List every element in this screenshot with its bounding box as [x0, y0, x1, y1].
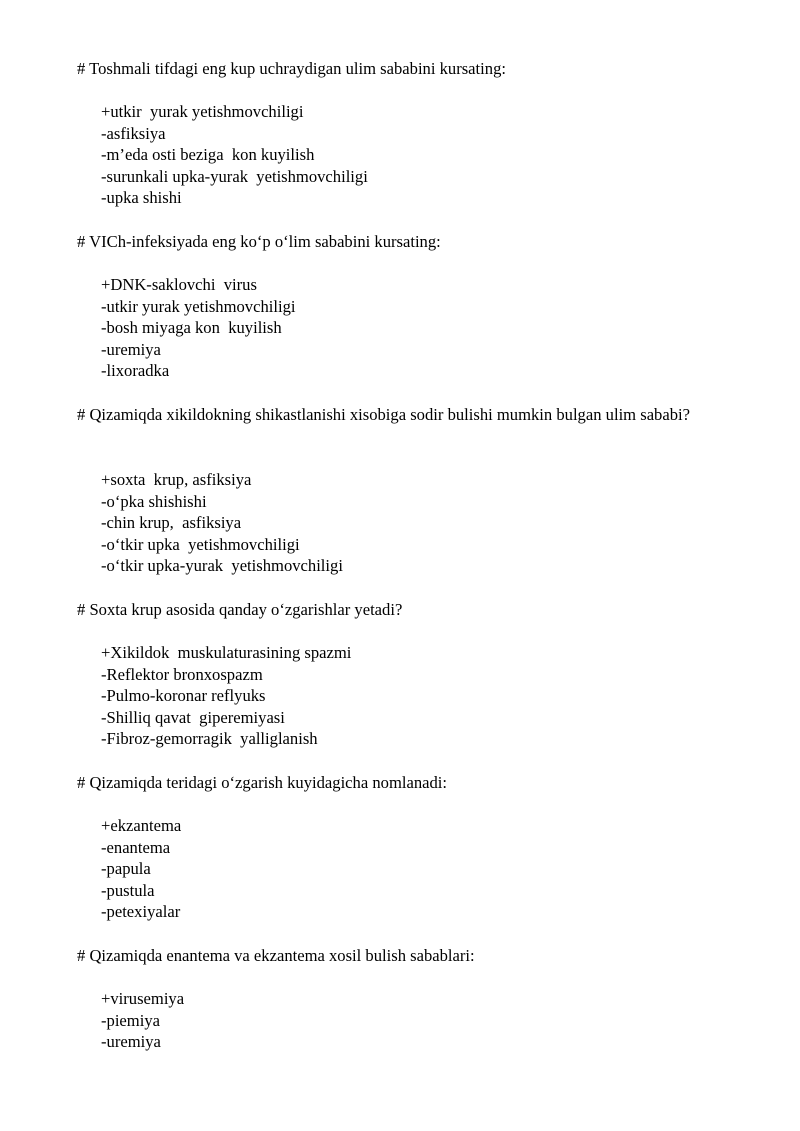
- option-4-3: -Pulmo-koronar reflyuks: [101, 686, 266, 706]
- option-2-3: -bosh miyaga kon kuyilish: [101, 318, 282, 338]
- option-5-4: -pustula: [101, 880, 155, 900]
- option-3-4: -o‘tkir upka yetishmovchiligi: [101, 534, 300, 554]
- question-2: # VICh-infeksiyada eng ko‘p o‘lim sababini kursating:: [77, 232, 441, 251]
- option-6-3: -uremiya: [101, 1032, 161, 1052]
- option-1-3: -m’eda osti beziga kon kuyilish: [101, 145, 315, 165]
- question-6: # Qizamiqda enantema va ekzantema xosil bulish sabablari:: [77, 946, 475, 965]
- question-3: # Qizamiqda xikildokning shikastlanishi xisobiga sodir bulishi mumkin bulgan ulim sababi?: [77, 405, 690, 424]
- option-3-2: -o‘pka shishishi: [101, 491, 207, 511]
- question-1: # Toshmali tifdagi eng kup uchraydigan ulim sababini kursating:: [77, 59, 506, 78]
- option-1-4: -surunkali upka-yurak yetishmovchiligi: [101, 166, 368, 186]
- option-6-2: -piemiya: [101, 1010, 160, 1030]
- option-1-1: +utkir yurak yetishmovchiligi: [101, 102, 304, 121]
- option-2-4: -uremiya: [101, 339, 161, 359]
- option-2-1: +DNK-saklovchi virus: [101, 275, 257, 294]
- option-5-2: -enantema: [101, 837, 171, 857]
- option-3-3: -chin krup, asfiksiya: [101, 513, 242, 533]
- option-6-1: +virusemiya: [101, 989, 185, 1008]
- option-3-5: -o‘tkir upka-yurak yetishmovchiligi: [101, 556, 343, 576]
- option-2-5: -lixoradka: [101, 361, 170, 381]
- option-4-2: -Reflektor bronxospazm: [101, 664, 263, 684]
- option-1-5: -upka shishi: [101, 188, 182, 208]
- option-4-1: +Xikildok muskulaturasining spazmi: [101, 643, 352, 662]
- option-1-2: -asfiksiya: [101, 123, 166, 143]
- option-5-1: +ekzantema: [101, 816, 182, 835]
- option-3-1: +soxta krup, asfiksiya: [101, 470, 252, 489]
- option-4-4: -Shilliq qavat giperemiyasi: [101, 707, 285, 727]
- option-5-5: -petexiyalar: [101, 902, 181, 922]
- option-4-5: -Fibroz-gemorragik yalliglanish: [101, 729, 318, 749]
- question-5: # Qizamiqda teridagi o‘zgarish kuyidagicha nomlanadi:: [77, 773, 448, 792]
- option-2-2: -utkir yurak yetishmovchiligi: [101, 296, 296, 316]
- question-4: # Soxta krup asosida qanday o‘zgarishlar yetadi?: [77, 600, 403, 619]
- option-5-3: -papula: [101, 859, 151, 879]
